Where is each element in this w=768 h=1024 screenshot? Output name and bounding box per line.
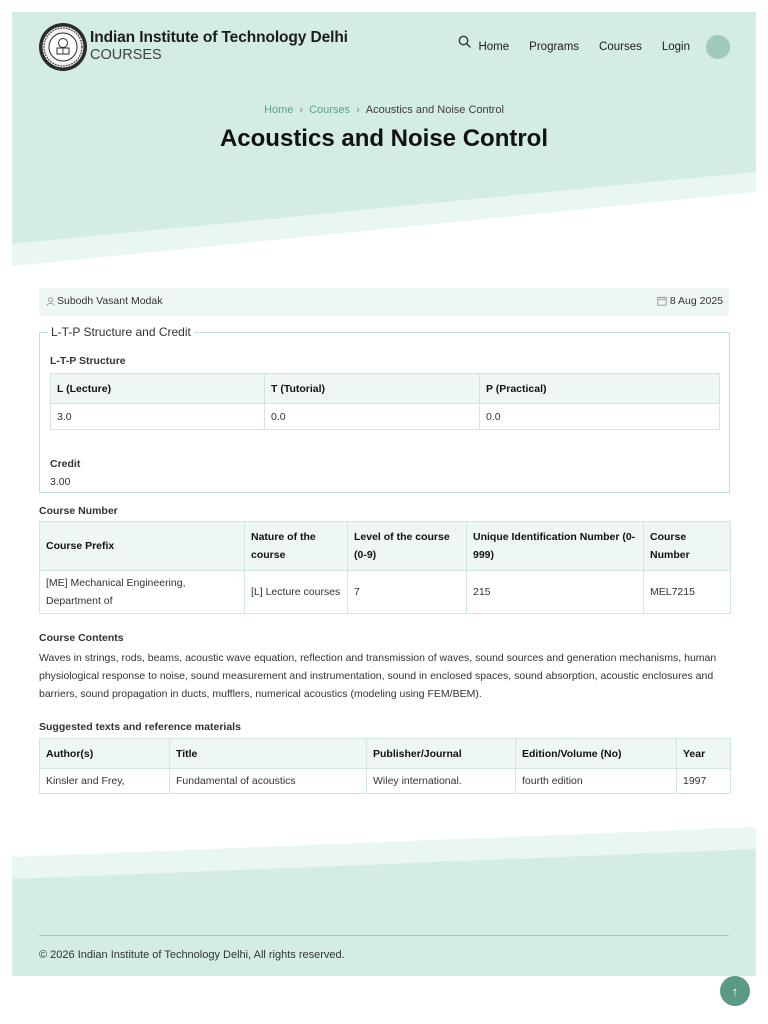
- ltp-header-lecture: L (Lecture): [51, 374, 265, 404]
- credit-value: 3.00: [50, 476, 71, 488]
- title-header: Title: [170, 739, 367, 769]
- breadcrumb-current: Acoustics and Noise Control: [365, 104, 504, 116]
- top-navbar: [38, 22, 730, 72]
- course-prefix-header: Course Prefix: [40, 522, 245, 571]
- institute-name[interactable]: Indian Institute of Technology Delhi: [90, 29, 348, 46]
- table-header-row: [51, 374, 720, 404]
- course-contents-label: Course Contents: [39, 632, 124, 644]
- course-contents-text: Waves in strings, rods, beams, acoustic wave equation, reflection and transmission of waves, sound sources and generation mechanisms, human physiological response to noise, sound measurement and instrumentation, sound in enclosed spaces, sound absorption, acoustic enclosures and barriers, sound propagation in ducts, mufflers, numerical acoustics (modeling using FEM/BEM).: [39, 652, 717, 700]
- uin-cell: 215: [467, 571, 644, 614]
- author-header: Author(s): [40, 739, 170, 769]
- footer-divider: [39, 935, 729, 936]
- nav-login-link[interactable]: Login: [661, 41, 690, 53]
- site-subtitle: COURSES: [90, 47, 162, 63]
- course-number-label: Course Number: [39, 505, 118, 517]
- nature-cell: [L] Lecture courses: [245, 571, 348, 614]
- page-title: Acoustics and Noise Control: [219, 125, 549, 152]
- course-prefix-cell: [ME] Mechanical Engineering, Department of: [40, 571, 245, 614]
- author: [46, 295, 162, 307]
- date-text: 8 Aug 2025: [669, 295, 723, 307]
- uin-header: Unique Identification Number (0-999): [467, 522, 644, 571]
- breadcrumb-separator: ›: [356, 104, 360, 116]
- author-name: Subodh Vasant Modak: [57, 295, 163, 307]
- table-row: [40, 571, 731, 614]
- table-row: [51, 404, 720, 430]
- title-cell: Fundamental of acoustics: [170, 769, 367, 794]
- ltp-header-tutorial: T (Tutorial): [265, 374, 480, 404]
- course-meta-bar: [39, 288, 729, 316]
- nav-programs-link[interactable]: Programs: [529, 41, 580, 53]
- course-number-header: Course Number: [644, 522, 731, 571]
- main-nav: [458, 35, 730, 59]
- publish-date: [657, 295, 723, 307]
- ltp-header-practical: P (Practical): [480, 374, 720, 404]
- search-icon: [458, 35, 471, 48]
- nav-home-link[interactable]: Home: [478, 41, 510, 53]
- course-number-cell: MEL7215: [644, 571, 731, 614]
- edition-header: Edition/Volume (No): [516, 739, 677, 769]
- references-label: Suggested texts and reference materials: [39, 721, 241, 733]
- credit-label: Credit: [50, 458, 81, 470]
- brand: [90, 29, 348, 63]
- nature-header: Nature of the course: [245, 522, 348, 571]
- publisher-header: Publisher/Journal: [367, 739, 516, 769]
- ltp-value-practical: 0.0: [480, 404, 720, 430]
- level-cell: 7: [348, 571, 467, 614]
- user-icon: [46, 297, 55, 306]
- hero-header: [12, 12, 756, 272]
- ltp-structure-fieldset: [39, 325, 730, 493]
- back-to-top-button[interactable]: [720, 976, 750, 1006]
- year-cell: 1997: [677, 769, 731, 794]
- search-button[interactable]: [706, 35, 730, 59]
- ltp-legend: L-T-P Structure and Credit: [48, 325, 194, 339]
- table-header-row: [40, 739, 731, 769]
- level-header: Level of the course (0-9): [348, 522, 467, 571]
- table-row: [40, 769, 731, 794]
- page: [12, 12, 756, 976]
- nav-courses-link[interactable]: Courses: [599, 41, 642, 53]
- breadcrumb: [12, 104, 756, 116]
- edition-cell: fourth edition: [516, 769, 677, 794]
- footer: [12, 827, 756, 976]
- copyright-text: © 2026 Indian Institute of Technology Delhi, All rights reserved.: [39, 949, 345, 961]
- references-table: [39, 738, 731, 794]
- table-header-row: [40, 522, 731, 571]
- breadcrumb-courses-link[interactable]: Courses: [309, 104, 351, 116]
- breadcrumb-separator: ›: [299, 104, 304, 116]
- iit-delhi-seal-icon[interactable]: [38, 22, 88, 72]
- ltp-value-tutorial: 0.0: [265, 404, 480, 430]
- arrow-up-icon: ↑: [731, 983, 739, 999]
- year-header: Year: [677, 739, 731, 769]
- calendar-icon: [657, 296, 667, 306]
- ltp-table: [50, 373, 720, 430]
- ltp-value-lecture: 3.0: [51, 404, 265, 430]
- ltp-structure-label: L-T-P Structure: [50, 355, 126, 367]
- publisher-cell: Wiley international.: [367, 769, 516, 794]
- course-number-table: [39, 521, 731, 614]
- author-cell: Kinsler and Frey,: [40, 769, 170, 794]
- breadcrumb-home-link[interactable]: Home: [264, 104, 294, 116]
